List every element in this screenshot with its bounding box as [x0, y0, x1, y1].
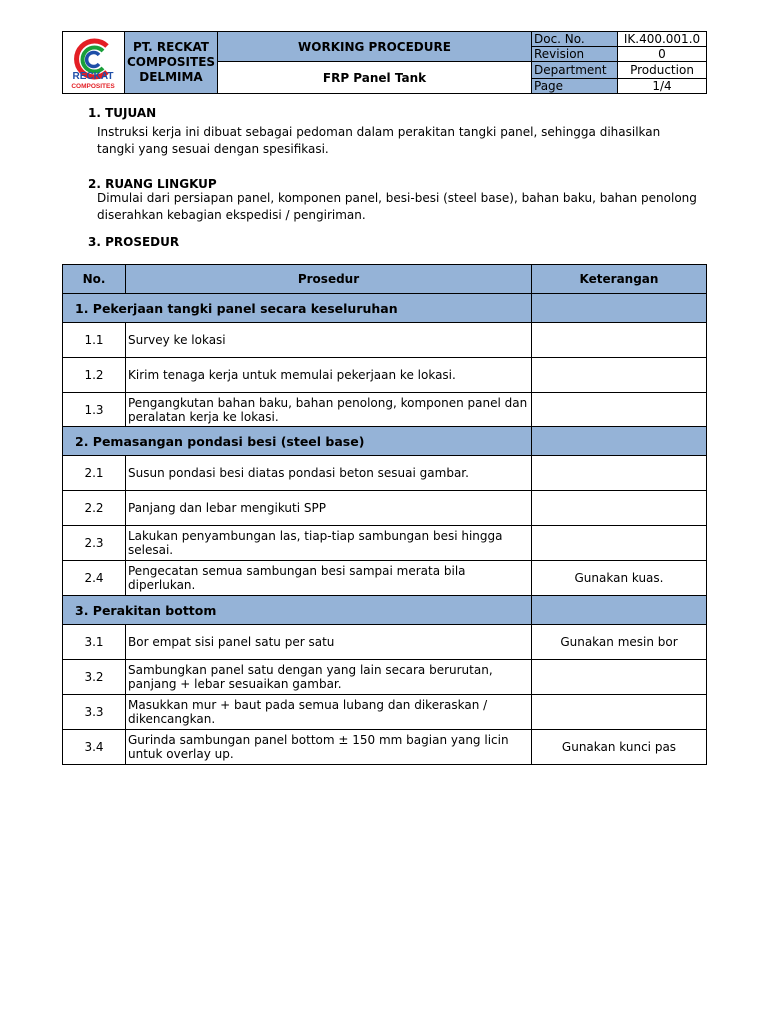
procedure-table — [62, 264, 706, 765]
meta-label-department: Department — [532, 62, 618, 79]
row-no: 2.2 — [63, 491, 126, 526]
row-prosedur: Masukkan mur + baut pada semua lubang dan dikeraskan / dikencangkan. — [126, 695, 532, 730]
row-prosedur: Gurinda sambungan panel bottom ± 150 mm bagian yang licin untuk overlay up. — [126, 730, 532, 765]
table-row — [63, 660, 707, 695]
row-prosedur: Survey ke lokasi — [126, 323, 532, 358]
table-row — [63, 456, 707, 491]
row-keterangan: Gunakan kunci pas — [532, 730, 707, 765]
col-header-prosedur: Prosedur — [126, 265, 532, 294]
document-header — [62, 31, 706, 91]
row-no: 2.4 — [63, 561, 126, 596]
section-text-tujuan: Instruksi kerja ini dibuat sebagai pedoman dalam perakitan tangki panel, sehingga dihasilkan tangki yang sesuai dengan spesifikasi. — [97, 125, 661, 156]
table-row — [63, 393, 707, 427]
table-row — [63, 323, 707, 358]
section-heading-ruang-lingkup: 2. RUANG LINGKUP — [88, 177, 217, 191]
row-no: 3.3 — [63, 695, 126, 730]
row-keterangan — [532, 695, 707, 730]
company-line-1: PT. RECKAT — [133, 40, 209, 54]
meta-value-department: Production — [618, 62, 707, 79]
group-row — [63, 294, 707, 323]
group-title: 1. Pekerjaan tangki panel secara keseluruhan — [63, 294, 532, 323]
col-header-no: No. — [63, 265, 126, 294]
row-prosedur: Sambungkan panel satu dengan yang lain secara berurutan, panjang + lebar sesuaikan gambar. — [126, 660, 532, 695]
row-prosedur: Pengecatan semua sambungan besi sampai merata bila diperlukan. — [126, 561, 532, 596]
group-row — [63, 596, 707, 625]
meta-value-page: 1/4 — [618, 79, 707, 94]
meta-label-revision: Revision — [532, 47, 618, 62]
company-logo — [63, 32, 125, 94]
doc-type: WORKING PROCEDURE — [218, 32, 532, 62]
row-keterangan — [532, 323, 707, 358]
row-keterangan: Gunakan kuas. — [532, 561, 707, 596]
reckat-logo-icon — [63, 32, 123, 90]
meta-label-page: Page — [532, 79, 618, 94]
row-no: 1.3 — [63, 393, 126, 427]
table-row — [63, 358, 707, 393]
row-keterangan — [532, 491, 707, 526]
row-prosedur: Pengangkutan bahan baku, bahan penolong, komponen panel dan peralatan kerja ke lokasi. — [126, 393, 532, 427]
section-heading-prosedur: 3. PROSEDUR — [88, 235, 180, 249]
doc-title: FRP Panel Tank — [218, 62, 532, 94]
row-prosedur: Panjang dan lebar mengikuti SPP — [126, 491, 532, 526]
meta-value-docno: IK.400.001.0 — [618, 32, 707, 47]
row-keterangan — [532, 393, 707, 427]
group-title: 2. Pemasangan pondasi besi (steel base) — [63, 427, 532, 456]
col-header-keterangan: Keterangan — [532, 265, 707, 294]
row-no: 2.3 — [63, 526, 126, 561]
table-row — [63, 561, 707, 596]
row-keterangan — [532, 358, 707, 393]
row-prosedur: Kirim tenaga kerja untuk memulai pekerjaan ke lokasi. — [126, 358, 532, 393]
row-keterangan — [532, 660, 707, 695]
meta-label-docno: Doc. No. — [532, 32, 618, 47]
table-row — [63, 526, 707, 561]
company-line-3: DELMIMA — [139, 70, 203, 84]
table-header-row — [63, 265, 707, 294]
section-text-ruang-lingkup: Dimulai dari persiapan panel, komponen panel, besi-besi (steel base), bahan baku, bahan penolong diserahkan kebagian ekspedisi / pengiriman. — [97, 191, 697, 222]
row-prosedur: Lakukan penyambungan las, tiap-tiap sambungan besi hingga selesai. — [126, 526, 532, 561]
meta-value-revision: 0 — [618, 47, 707, 62]
row-no: 1.1 — [63, 323, 126, 358]
row-keterangan — [532, 526, 707, 561]
section-heading-tujuan: 1. TUJUAN — [88, 106, 157, 120]
row-prosedur: Susun pondasi besi diatas pondasi beton sesuai gambar. — [126, 456, 532, 491]
logo-subtext: COMPOSITES — [71, 83, 115, 90]
row-no: 3.4 — [63, 730, 126, 765]
group-row — [63, 427, 707, 456]
row-keterangan — [532, 456, 707, 491]
row-no: 1.2 — [63, 358, 126, 393]
table-row — [63, 695, 707, 730]
row-no: 2.1 — [63, 456, 126, 491]
table-row — [63, 625, 707, 660]
group-title: 3. Perakitan bottom — [63, 596, 532, 625]
row-keterangan: Gunakan mesin bor — [532, 625, 707, 660]
row-prosedur: Bor empat sisi panel satu per satu — [126, 625, 532, 660]
logo-text: RECKAT — [72, 71, 114, 82]
company-name — [125, 32, 218, 94]
row-no: 3.1 — [63, 625, 126, 660]
company-line-2: COMPOSITES — [126, 55, 216, 69]
table-row — [63, 491, 707, 526]
table-row — [63, 730, 707, 765]
row-no: 3.2 — [63, 660, 126, 695]
